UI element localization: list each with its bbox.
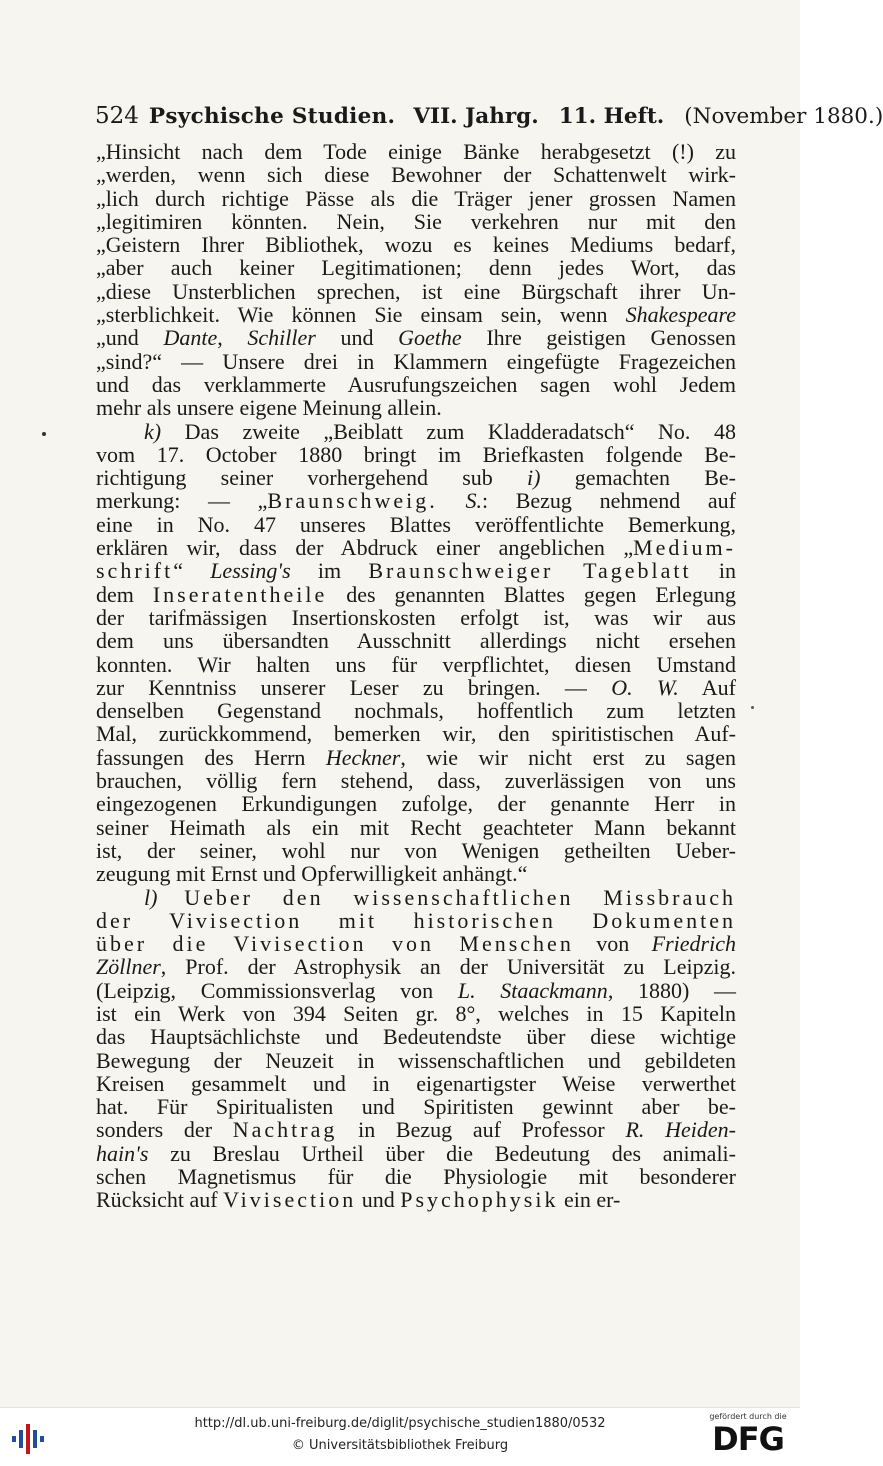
text-segment: k) (144, 418, 162, 444)
text-segment: brauchen, völlig fern stehend, dass, zuverlässigen von uns (96, 768, 736, 794)
text-line (96, 1188, 736, 1211)
text-segment: Mal, zurückkommend, bemerken wir, den spiritistischen Auf- (96, 721, 736, 747)
text-segment: Goethe (398, 325, 462, 351)
dfg-caption: gefördert durch die (709, 1412, 787, 1421)
text-segment: richtigung seiner vorhergehend sub (96, 465, 528, 491)
text-line (96, 932, 736, 955)
text-segment: Ueber den wissenschaftlichen Missbrauch (184, 884, 736, 910)
volume: VII. Jahrg. (413, 104, 539, 129)
text-segment: , wie wir nicht erst zu sagen (400, 744, 737, 770)
issue-date: (November 1880.) (684, 104, 883, 129)
text-segment: Vivisection (223, 1187, 357, 1213)
text-line (96, 886, 736, 909)
text-segment: Auf (678, 674, 736, 700)
text-segment: „lich durch richtige Pässe als die Träger jener grossen Namen (96, 185, 736, 211)
text-segment: , 1880) — (607, 977, 737, 1003)
text-line (96, 1165, 736, 1188)
text-line (96, 163, 736, 186)
text-line (96, 816, 736, 839)
text-segment: schen Magnetismus für die Physiologie mit besonderer (96, 1164, 736, 1190)
text-line (96, 1072, 736, 1095)
text-segment: Nachtrag (232, 1117, 338, 1143)
text-segment: Schiller (247, 325, 316, 351)
text-segment: zu Breslau Urtheil über die Bedeutung des animali- (148, 1140, 736, 1166)
text-line (96, 955, 736, 978)
text-line (96, 1049, 736, 1072)
text-segment: mehr als unsere eigene Meinung allein. (96, 395, 442, 421)
text-segment: Braunschweig. (267, 488, 438, 514)
text-segment: des genannten Blattes gegen Erlegung (327, 581, 736, 607)
text-segment: konnten. Wir halten uns für verpflichtet, diesen Umstand (96, 651, 736, 677)
text-line (96, 629, 736, 652)
text-segment: und (356, 1187, 401, 1213)
text-line (96, 210, 736, 233)
text-segment: Zöllner (96, 954, 161, 980)
source-url[interactable]: http://dl.ub.uni-freiburg.de/diglit/psychische_studien1880/0532 (194, 1416, 606, 1431)
text-segment: Dante (163, 325, 218, 351)
text-segment: Braunschweiger Tageblatt (368, 558, 692, 584)
text-segment: über die Vivisection von Menschen (96, 931, 574, 957)
text-segment: in Bezug auf Professor (337, 1117, 626, 1143)
text-segment: ist, der seiner, wohl nur von Wenigen getheilten Ueber- (96, 837, 736, 863)
text-segment: Heckner (325, 744, 401, 770)
text-segment: Ihre geistigen Genossen (461, 325, 737, 351)
text-segment: : Bezug nehmend auf (481, 488, 736, 514)
text-segment: vom 17. October 1880 bringt im Briefkasten folgende Be- (96, 441, 736, 467)
text-segment: seiner Heimath als ein mit Recht geachteter Mann bekannt (96, 814, 736, 840)
text-line (96, 396, 736, 419)
text-segment: S. (465, 488, 482, 514)
page-number: 524 (95, 103, 139, 129)
text-segment: Friedrich (651, 931, 736, 957)
text-segment: „werden, wenn sich diese Bewohner der Schattenwelt wirk- (96, 162, 736, 188)
text-segment: im (290, 558, 369, 584)
text-line (96, 1142, 736, 1165)
text-segment (438, 488, 466, 513)
text-segment: hain's (96, 1140, 149, 1166)
text-segment: „diese Unsterblichen sprechen, ist eine Bürgschaft ihrer Un- (96, 278, 736, 304)
text-segment: eine in No. 47 unseres Blattes veröffentlichte Bemerkung, (96, 511, 736, 537)
text-segment: „und (96, 325, 164, 351)
text-line (96, 1002, 736, 1025)
text-segment: Medium- (633, 535, 736, 561)
text-line (96, 489, 736, 512)
text-segment: „Geistern Ihrer Bibliothek, wozu es keines Mediums bedarf, (96, 232, 736, 258)
text-segment: der tarifmässigen Insertionskosten erfolgt ist, was wir aus (96, 604, 736, 630)
text-segment: schrift (96, 558, 174, 584)
text-segment: dem (96, 581, 153, 607)
text-line (96, 373, 736, 396)
running-header (95, 103, 883, 133)
text-line (96, 979, 736, 1002)
text-segment (157, 885, 184, 910)
viewer-footer (0, 1407, 800, 1466)
text-segment: von (573, 931, 652, 957)
text-line (96, 443, 736, 466)
text-segment: zeugung mit Ernst und Opferwilligkeit anhängt.“ (96, 861, 528, 887)
text-segment: merkung: — „ (96, 488, 268, 514)
text-segment: eingezogenen Erkundigungen zufolge, der genannte Herr in (96, 791, 736, 817)
text-line (96, 326, 736, 349)
text-line (96, 606, 736, 629)
text-line (96, 536, 736, 559)
text-line (96, 140, 736, 163)
text-segment: „aber auch keiner Legitimationen; denn jedes Wort, das (96, 255, 736, 281)
text-line (96, 303, 736, 326)
text-segment: , (217, 325, 248, 351)
text-segment: Inseratentheile (152, 581, 328, 607)
text-segment: der Vivisection mit historischen Dokumenten (96, 907, 736, 933)
text-segment: sonders der (96, 1117, 233, 1143)
text-line (96, 513, 736, 536)
text-segment: (Leipzig, Commissionsverlag von (96, 977, 458, 1003)
text-line (96, 676, 736, 699)
text-line (96, 1025, 736, 1048)
text-segment: das Hauptsächlichste und Bedeutendste über diese wichtige (96, 1024, 736, 1050)
text-line (96, 792, 736, 815)
text-segment: L. Staackmann (457, 977, 608, 1003)
copyright-notice: © Universitätsbibliothek Freiburg (291, 1438, 509, 1453)
text-line (96, 653, 736, 676)
text-segment: zur Kenntniss unserer Leser zu bringen. — (96, 674, 612, 700)
text-segment: fassungen des Herrn (96, 744, 326, 770)
text-segment: in (691, 558, 736, 584)
text-line (96, 746, 736, 769)
text-segment: Rücksicht auf (96, 1187, 224, 1213)
body-text (96, 140, 736, 1212)
text-line (96, 559, 736, 582)
text-line (96, 699, 736, 722)
text-segment: „Hinsicht nach dem Tode einige Bänke herabgesetzt (!) zu (96, 139, 736, 164)
text-line (96, 350, 736, 373)
text-segment: “ (173, 558, 211, 584)
text-line (96, 466, 736, 489)
text-segment: dem uns übersandten Ausschnitt allerdings nicht ersehen (96, 628, 736, 654)
text-segment: Kreisen gesammelt und in eigenartigster Weise verwerthet (96, 1070, 736, 1096)
text-line (96, 187, 736, 210)
text-line (96, 280, 736, 303)
text-line (96, 1118, 736, 1141)
text-segment: Lessing's (210, 558, 291, 584)
text-segment: i) (527, 465, 541, 491)
margin-mark (42, 432, 46, 436)
margin-mark (751, 706, 754, 709)
text-segment: gemachten Be- (540, 465, 736, 491)
text-line (96, 1095, 736, 1118)
text-segment: , Prof. der Astrophysik an der Universität zu Leipzig. (160, 954, 736, 980)
text-line (96, 233, 736, 256)
text-segment: hat. Für Spiritualisten und Spiritisten gewinnt aber be- (96, 1094, 736, 1120)
text-segment: Das zweite „Beiblatt zum Kladderadatsch“ No. 48 (161, 418, 736, 444)
text-segment: ist ein Werk von 394 Seiten gr. 8°, welches in 15 Kapiteln (96, 1000, 736, 1026)
journal-title: Psychische Studien. (148, 104, 396, 129)
text-segment: O. W. (611, 674, 679, 700)
text-segment: und (315, 325, 399, 351)
text-segment: erklären wir, dass der Abdruck einer angeblichen „ (96, 535, 634, 561)
text-segment: und das verklammerte Ausrufungszeichen sagen wohl Jedem (96, 371, 736, 397)
dfg-mark: DFG (712, 1420, 784, 1458)
text-segment: „sind?“ — Unsere drei in Klammern eingefügte Fragezeichen (96, 348, 736, 374)
text-line (96, 722, 736, 745)
text-line (96, 420, 736, 443)
issue: 11. Heft. (558, 104, 665, 129)
text-segment: ein er- (558, 1187, 621, 1213)
text-line (96, 909, 736, 932)
text-line (96, 839, 736, 862)
text-line (96, 769, 736, 792)
text-line (96, 256, 736, 279)
text-segment: l) (144, 884, 158, 910)
text-segment: denselben Gegenstand nochmals, hoffentlich zum letzten (96, 698, 736, 724)
text-segment: R. Heiden- (625, 1117, 736, 1143)
text-segment: „sterblichkeit. Wie können Sie einsam sein, wenn (96, 302, 626, 328)
text-line (96, 583, 736, 606)
dfg-logo (704, 1412, 792, 1462)
text-segment: Bewegung der Neuzeit in wissenschaftlichen und gebildeten (96, 1047, 736, 1073)
text-segment: „legitimiren könnten. Nein, Sie verkehren nur mit den (96, 208, 736, 234)
text-segment: Shakespeare (625, 302, 736, 328)
text-line (96, 862, 736, 885)
text-segment: Psychophysik (400, 1187, 559, 1213)
